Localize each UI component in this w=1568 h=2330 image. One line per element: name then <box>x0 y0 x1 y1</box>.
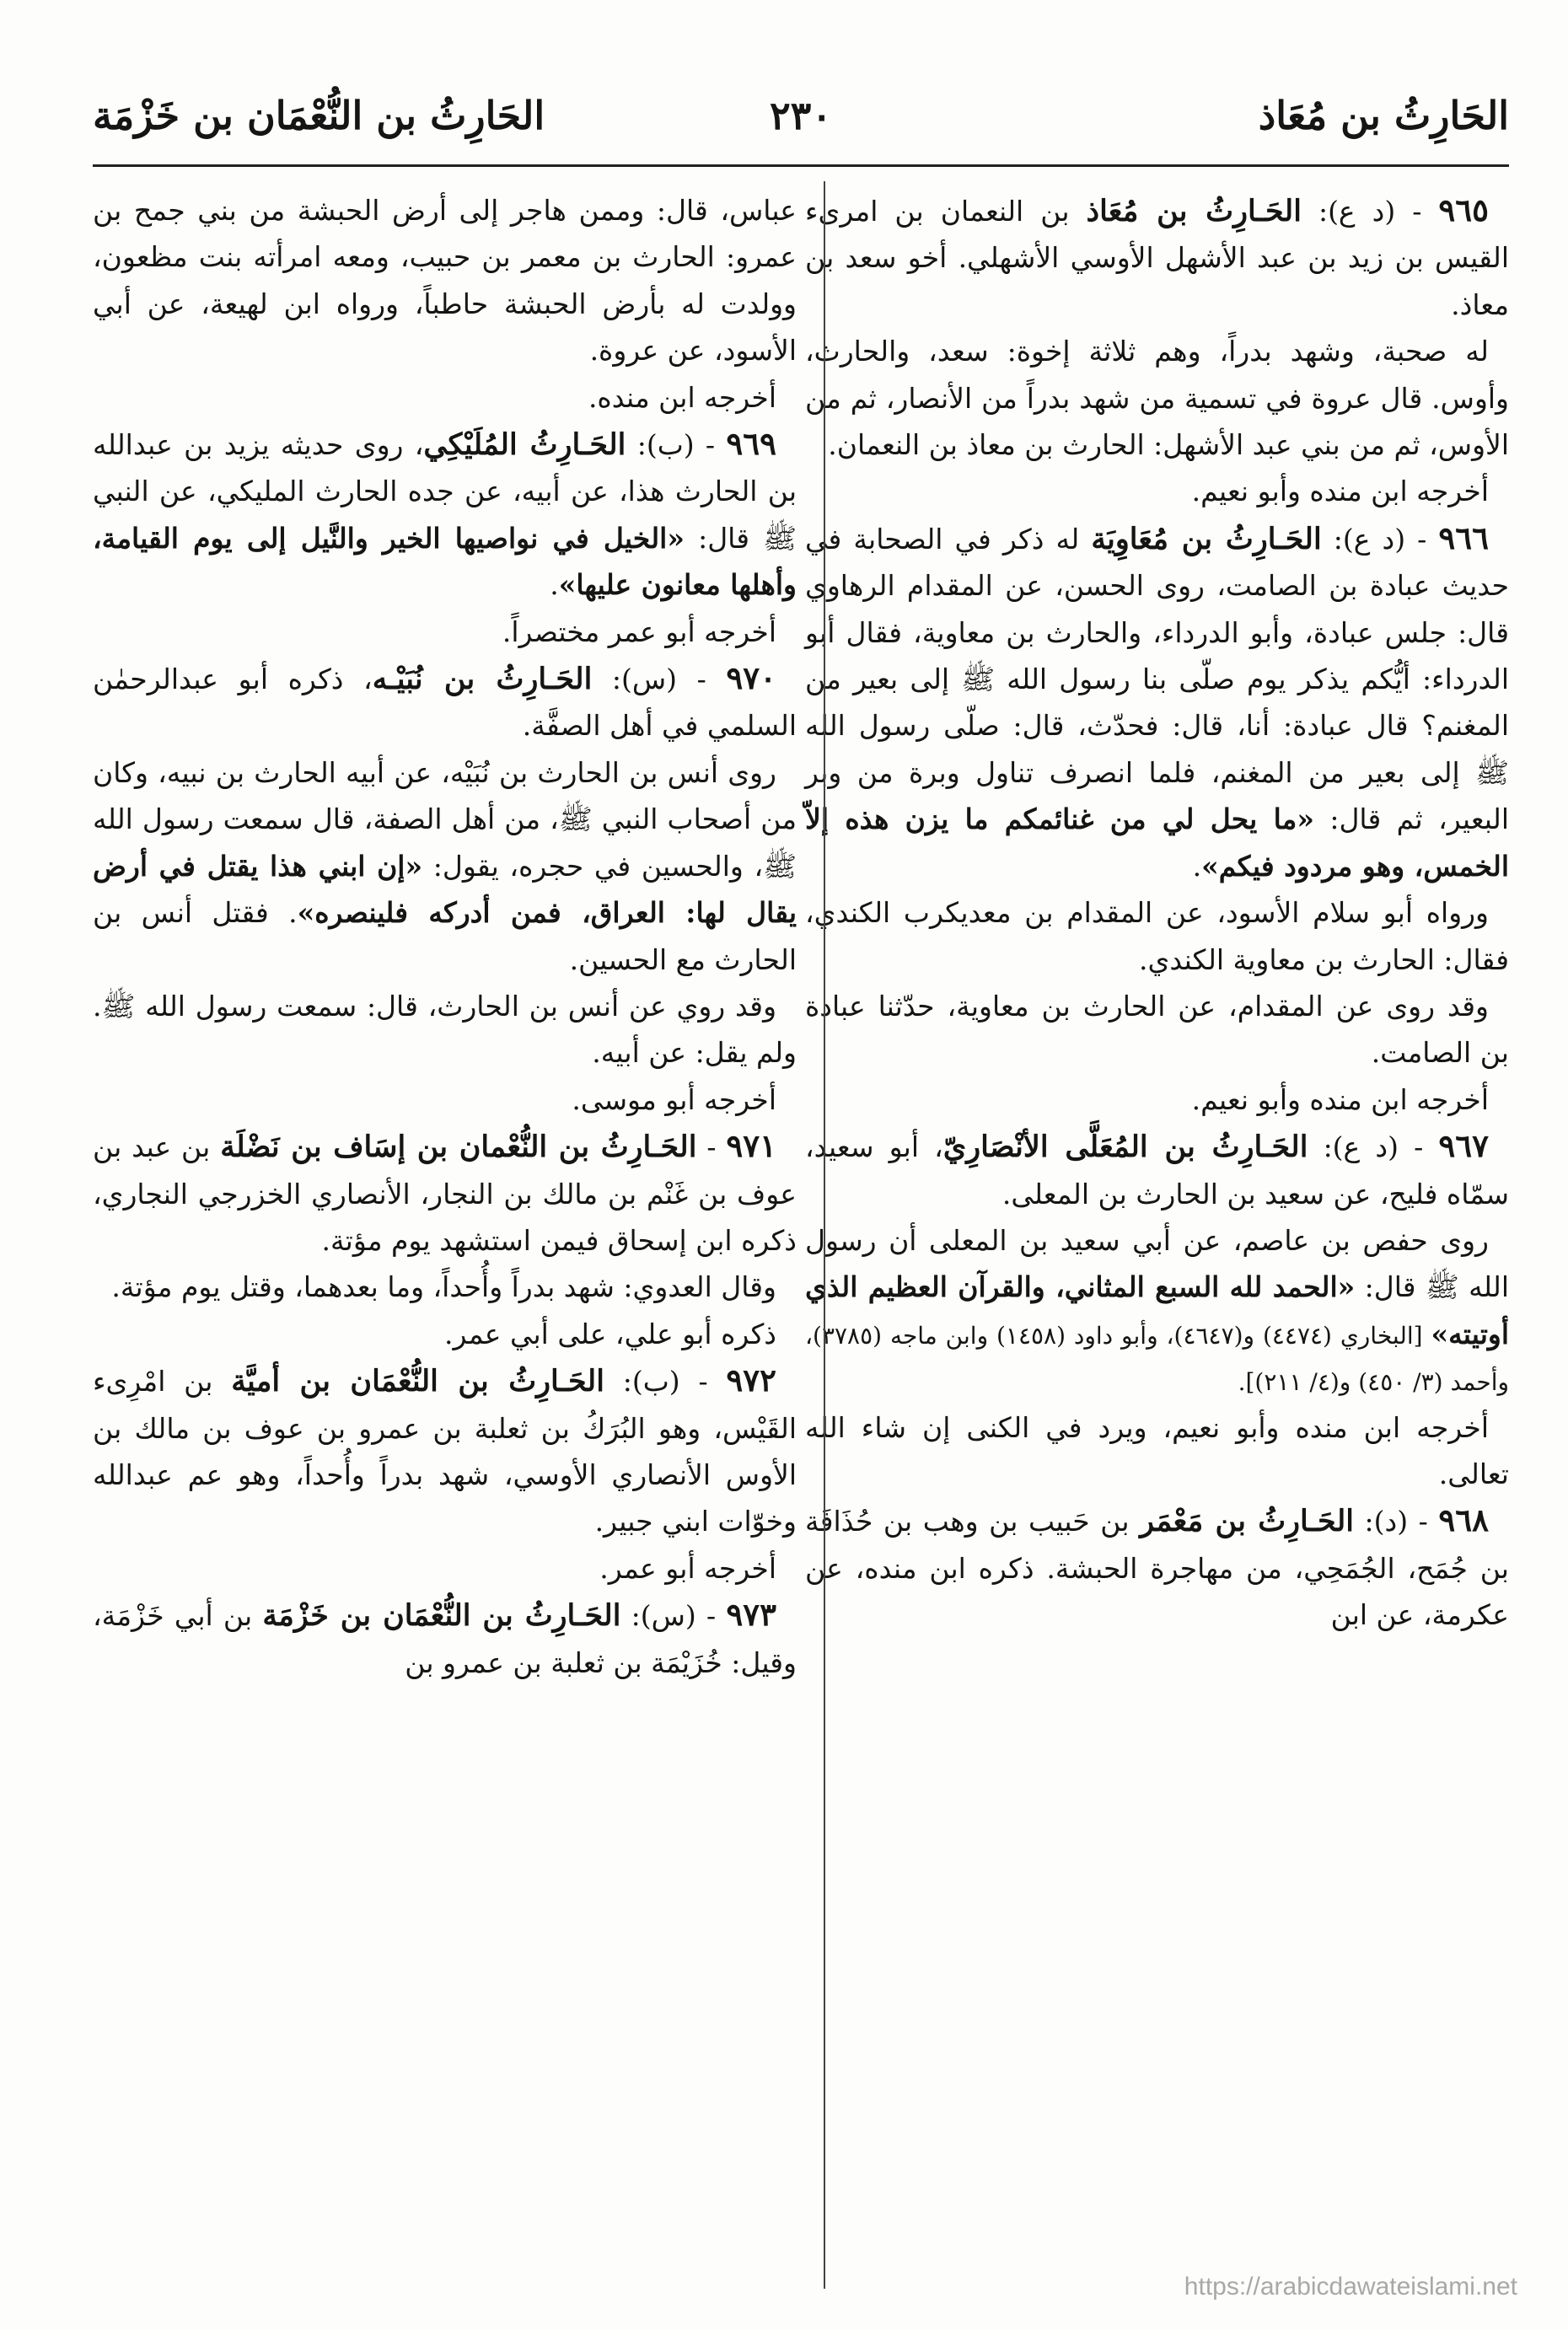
text-paragraph <box>93 1311 797 1357</box>
paragraph-text: روى أنس بن الحارث بن نُبَيْه، عن أبيه الحارث بن نبيه، وكان من أصحاب النبي ﷺ، من أهل الصفة، قال سمعت رسول الله ﷺ، والحسين في حجره، يقول: <box>93 755 797 883</box>
text-paragraph <box>93 749 797 983</box>
entry-number: ٩٧٣ <box>726 1596 776 1634</box>
hadith-reference: [البخاري (٤٤٧٤) و(٤٦٤٧)، وأبو داود (١٤٥٨) وابن ماجه (٣٧٨٥)، وأحمد (٣/ ٤٥٠) و(٤/ ٢١١)]. <box>805 1321 1509 1397</box>
paragraph-text: أخرجه ابن منده. <box>588 380 776 414</box>
paragraph-text: له ذكر في الصحابة في حديث عبادة بن الصامت، روى الحسن، عن المقدام الرهاوي قال: جلس عبادة، وأبو الدرداء، والحارث بن معاوية، فقال أبو الدرداء: أيُّكم يذكر يوم صلّى بنا رسول الله ﷺ إلى بعير من المغنم؟ قال عبادة: أنا، قال: فحدّث، قال: صلّى رسول الله ﷺ إلى بعير من المغنم، فلما انصرف تناول وبرة من وبر البعير، ثم قال: <box>805 522 1509 836</box>
source-codes: - (ب): <box>604 1365 727 1399</box>
paragraph-text: أخرجه أبو عمر. <box>599 1551 776 1585</box>
source-codes: - (س): <box>592 663 727 696</box>
source-codes: - (س): <box>620 1599 727 1633</box>
paragraph-text: أخرجه ابن منده وأبو نعيم. <box>1191 475 1489 508</box>
entry-name: الحَـارِثُ بن مُعَاذ <box>1086 194 1302 228</box>
paragraph-text: له صحبة، وشهد بدراً، وهم ثلاثة إخوة: سعد، والحارث، وأوس. قال عروة في تسمية من شهد بدراً من الأنصار، ثم من الأوس، ثم من بني عبد الأشهل: الحارث بن معاذ بن النعمان. <box>805 335 1509 462</box>
entry-name: الحَـارِثُ بن مَعْمَر <box>1140 1504 1354 1539</box>
entry-name: الحَـارِثُ المُلَيْكِي <box>423 427 626 463</box>
text-paragraph <box>93 1264 797 1310</box>
paragraph-text: أخرجه ابن منده وأبو نعيم. <box>1191 1082 1489 1116</box>
paragraph-tail: . فقتل أنس بن الحارث مع الحسين. <box>93 896 797 976</box>
entry-paragraph <box>93 1592 797 1686</box>
paragraph-text: ، أبو سعيد، سمّاه فليح، عن سعيد بن الحارث بن المعلى. <box>805 1130 1509 1211</box>
entry-number: ٩٧٠ <box>726 659 776 697</box>
text-paragraph <box>93 609 797 655</box>
source-codes: - (د ع): <box>1308 1130 1439 1164</box>
source-codes: - <box>696 1130 727 1164</box>
entry-name: الحَـارِثُ بن المُعَلَّى الأنْصَارِيّ <box>942 1130 1308 1165</box>
text-paragraph <box>93 1076 797 1123</box>
entry-paragraph <box>805 515 1509 889</box>
running-title-right: الحَارِثُ بن مُعَاذ <box>1258 93 1509 138</box>
hadith-quote: «الخيل في نواصيها الخير والنَّيل إلى يوم القيامة، وأهلها معانون عليها» <box>93 521 797 602</box>
entry-name: الحَـارِثُ بن النُّعْمَان بن أميَّة <box>231 1364 604 1399</box>
paragraph-text: وقال العدوي: شهد بدراً وأُحداً، وما بعدهما، وقتل يوم مؤتة. <box>111 1270 776 1304</box>
paragraph-text: ، ذكره أبو عبدالرحمٰن السلمي في أهل الصفَّة. <box>93 663 797 743</box>
text-paragraph <box>93 374 797 421</box>
entry-number: ٩٦٨ <box>1438 1501 1489 1539</box>
paragraph-text: روى حفص بن عاصم، عن أبي سعيد بن المعلى أن رسول الله ﷺ قال: <box>805 1223 1509 1304</box>
hadith-quote: «الحمد لله السبع المثاني، والقرآن العظيم الذي أوتيته» <box>805 1270 1509 1350</box>
source-codes: - (ب): <box>626 428 727 462</box>
entry-paragraph <box>93 1357 797 1545</box>
text-paragraph <box>805 1076 1509 1123</box>
hadith-quote: «إن ابني هذا يقتل في أرض يقال لها: العراق، فمن أدركه فلينصره» <box>93 849 797 930</box>
right-text-column <box>805 187 1509 1639</box>
text-paragraph <box>805 983 1509 1076</box>
column-divider <box>824 181 825 2289</box>
text-paragraph <box>805 1404 1509 1498</box>
paragraph-tail: . <box>1192 849 1202 883</box>
paragraph-text: ذكره أبو علي، على أبي عمر. <box>444 1317 776 1350</box>
entry-number: ٩٧٢ <box>726 1361 777 1399</box>
entry-number: ٩٦٧ <box>1438 1127 1489 1165</box>
paragraph-text: بن امْرِىء القَيْس، وهو البُرَكُ بن ثعلبة بن عمرو بن عوف بن مالك بن الأوس الأنصاري الأوسي، شهد بدراً وأُحداً، وهو عم عبدالله وخوّات ابني جبير. <box>93 1365 797 1538</box>
source-codes: - (د): <box>1353 1505 1439 1538</box>
text-paragraph <box>93 983 797 1076</box>
source-codes: - (د ع): <box>1321 522 1439 556</box>
header-rule <box>93 164 1509 167</box>
entry-paragraph <box>805 187 1509 328</box>
left-text-column <box>93 187 797 1686</box>
paragraph-text: أخرجه ابن منده وأبو نعيم، ويرد في الكنى إن شاء الله تعالى. <box>805 1410 1509 1490</box>
paragraph-text: بن أبي خَزْمَة، وقيل: خُزَيْمَة بن ثعلبة بن عمرو بن <box>93 1599 797 1679</box>
paragraph-text: أخرجه أبو عمر مختصراً. <box>502 615 776 648</box>
entry-paragraph <box>93 1123 797 1264</box>
paragraph-text: وقد روي عن أنس بن الحارث، قال: سمعت رسول الله ﷺ. ولم يقل: عن أبيه. <box>93 989 797 1070</box>
page-header <box>93 76 1509 156</box>
entry-number: ٩٦٥ <box>1438 191 1489 228</box>
text-paragraph <box>805 468 1509 514</box>
entry-paragraph <box>93 421 797 609</box>
paragraph-text: بن حَبيب بن وهب بن حُذَافَة بن جُمَح، الجُمَحِي، من مهاجرة الحبشة. ذكره ابن منده، عن عكرمة، عن ابن <box>805 1505 1509 1632</box>
paragraph-text: أخرجه أبو موسى. <box>572 1082 776 1116</box>
paragraph-text: ورواه أبو سلام الأسود، عن المقدام بن معديكرب الكندي، فقال: الحارث بن معاوية الكندي. <box>805 896 1509 976</box>
paragraph-text: عباس، قال: وممن هاجر إلى أرض الحبشة من بني جمح بن عمرو: الحارث بن معمر بن حبيب، ومعه امرأته بنت مظعون، وولدت له بأرض الحبشة حاطباً، ورواه ابن لهيعة، عن أبي الأسود، عن عروة. <box>93 194 797 368</box>
entry-name: الحَـارِثُ بن مُعَاوِيَة <box>1091 521 1322 556</box>
entry-number: ٩٦٩ <box>726 425 776 463</box>
paragraph-text: بن عبد بن عوف بن غَنْم بن مالك بن النجار، الأنصاري الخزرجي النجاري، ذكره ابن إسحاق فيمن استشهد يوم مؤتة. <box>93 1130 797 1257</box>
entry-name: الحَـارِثُ بن نُبَيْـه <box>372 662 593 697</box>
entry-paragraph <box>805 1123 1509 1217</box>
entry-name: الحَـارِثُ بن النُّعْمان بن إسَاف بن نَضْلَة <box>220 1130 697 1165</box>
entry-paragraph <box>93 655 797 749</box>
text-paragraph <box>805 889 1509 983</box>
text-paragraph <box>805 328 1509 468</box>
text-paragraph <box>93 1545 797 1592</box>
hadith-quote: «ما يحل لي من غنائمكم ما يزن هذه إلاّ الخمس، وهو مردود فيكم» <box>805 803 1509 883</box>
paragraph-text: ، روى حديثه يزيد بن عبدالله بن الحارث هذا، عن أبيه، عن جده الحارث المليكي، عن النبي ﷺ قال: <box>93 428 797 555</box>
text-paragraph <box>93 187 797 374</box>
text-paragraph <box>805 1217 1509 1404</box>
paragraph-tail: . <box>550 568 559 602</box>
page-number: ٢٣٠ <box>769 93 833 138</box>
entry-number: ٩٧١ <box>726 1127 776 1165</box>
entry-number: ٩٦٦ <box>1438 518 1489 556</box>
running-title-left: الحَارِثُ بن النُّعْمَان بن خَزْمَة <box>93 93 545 138</box>
source-codes: - (د ع): <box>1301 195 1439 228</box>
watermark-url: https://arabicdawateislami.net <box>1184 2273 1517 2300</box>
entry-paragraph <box>805 1497 1509 1638</box>
paragraph-text: وقد روى عن المقدام، عن الحارث بن معاوية، حدّثنا عبادة بن الصامت. <box>805 989 1509 1070</box>
entry-name: الحَـارِثُ بن النُّعْمَان بن خَزْمَة <box>262 1598 621 1634</box>
paragraph-text: بن النعمان بن امرىء القيس بن زيد بن عبد الأشهل الأوسي الأشهلي. أخو سعد بن معاذ. <box>805 195 1509 321</box>
